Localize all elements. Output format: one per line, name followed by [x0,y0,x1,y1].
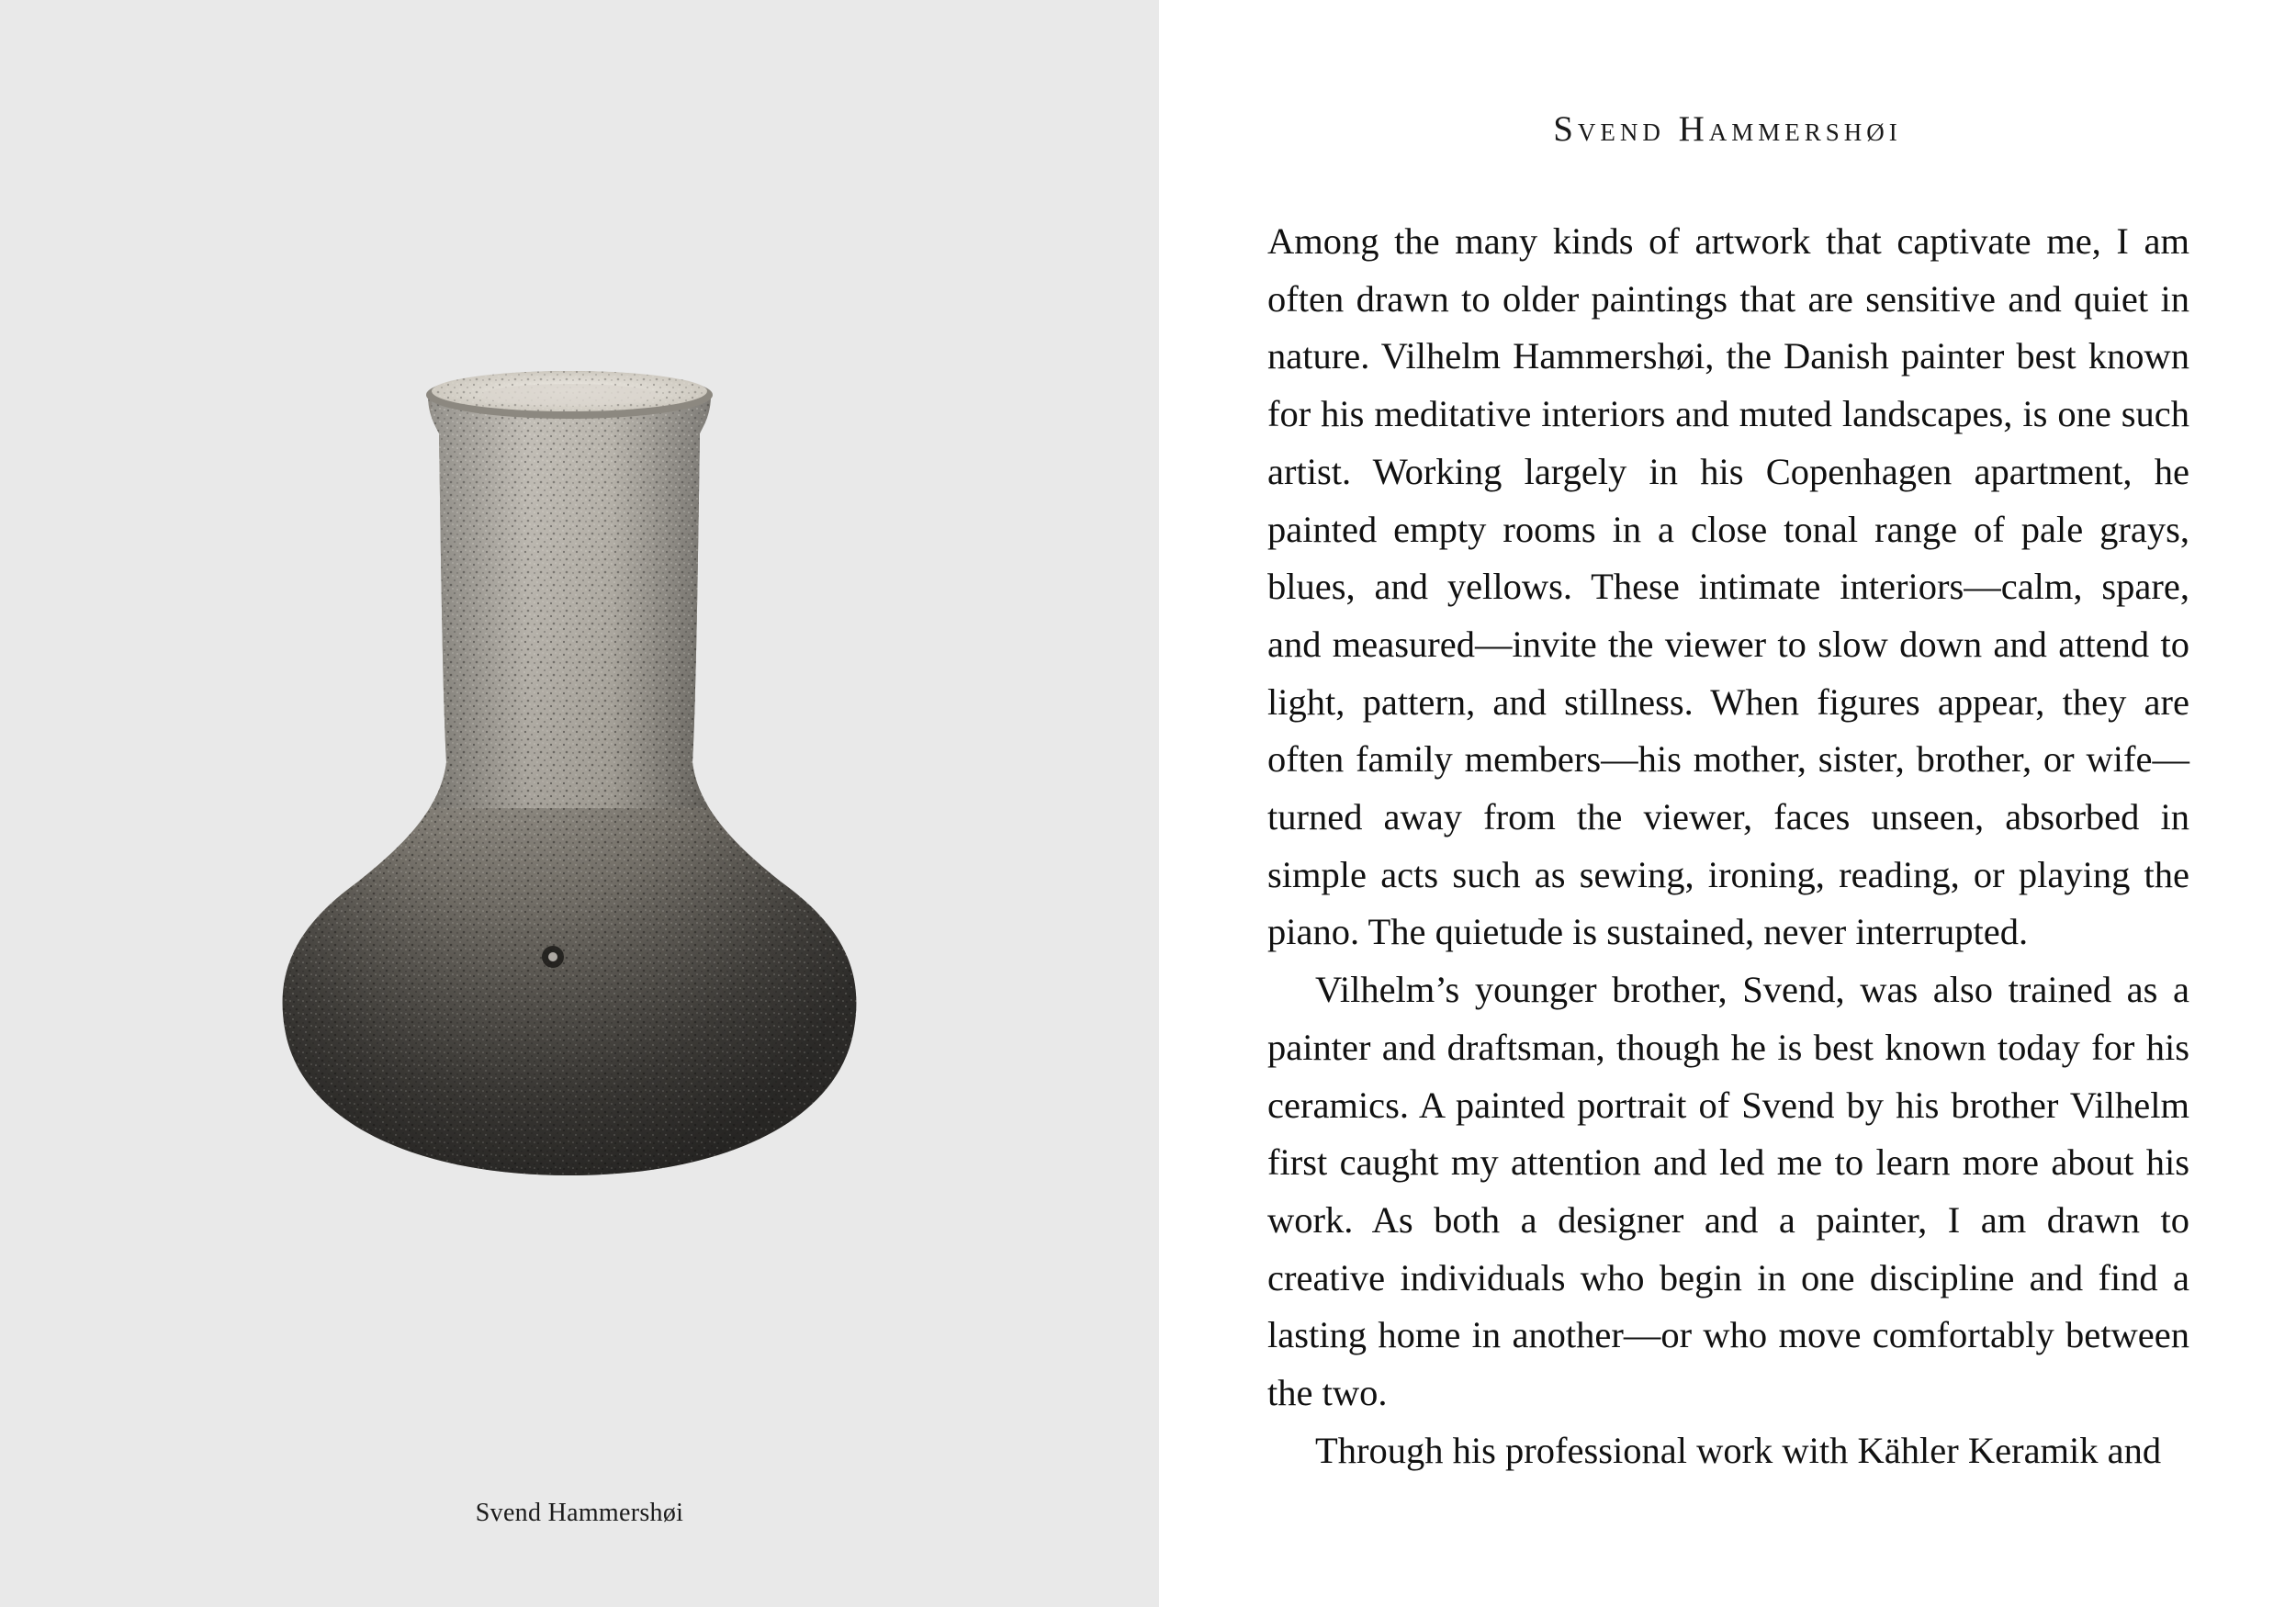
running-head: Svend Hammershøi [1553,109,1902,149]
paragraph-2: Vilhelm’s younger brother, Svend, was also trained as a painter and draftsman, though he is best known today for his ceramics. A painted portrait of Svend by his brother Vilhelm first caught my attention and led me to learn more about his work. As both a designer and a painter, I am drawn to creative individuals who begin in one discipline and find a lasting home in another—or who move comfortably between the two. [1267,969,2189,1414]
body-text [1267,213,2189,1479]
image-caption: Svend Hammershøi [475,1499,684,1527]
vase-photograph [266,331,872,1231]
right-page [1159,0,2296,1607]
vase-body [266,331,872,1231]
paragraph-3: Through his professional work with Kähler Keramik and [1315,1429,2162,1471]
vase-image [266,331,872,1231]
paragraph-1: Among the many kinds of artwork that captivate me, I am often drawn to older paintings that are sensitive and quiet in nature. Vilhelm Hammershøi, the Danish painter best known for his meditative interiors and muted landscapes, is one such artist. Working largely in his Copenhagen apartment, he painted empty rooms in a close tonal range of pale grays, blues, and yellows. These intimate interiors—calm, spare, and measured—invite the viewer to slow down and attend to light, pattern, and stillness. When figures appear, they are often family members—his mother, sister, brother, or wife—turned away from the viewer, faces unseen, absorbed in simple acts such as sewing, ironing, reading, or playing the piano. The quietude is sustained, never interrupted. [1267,220,2189,953]
